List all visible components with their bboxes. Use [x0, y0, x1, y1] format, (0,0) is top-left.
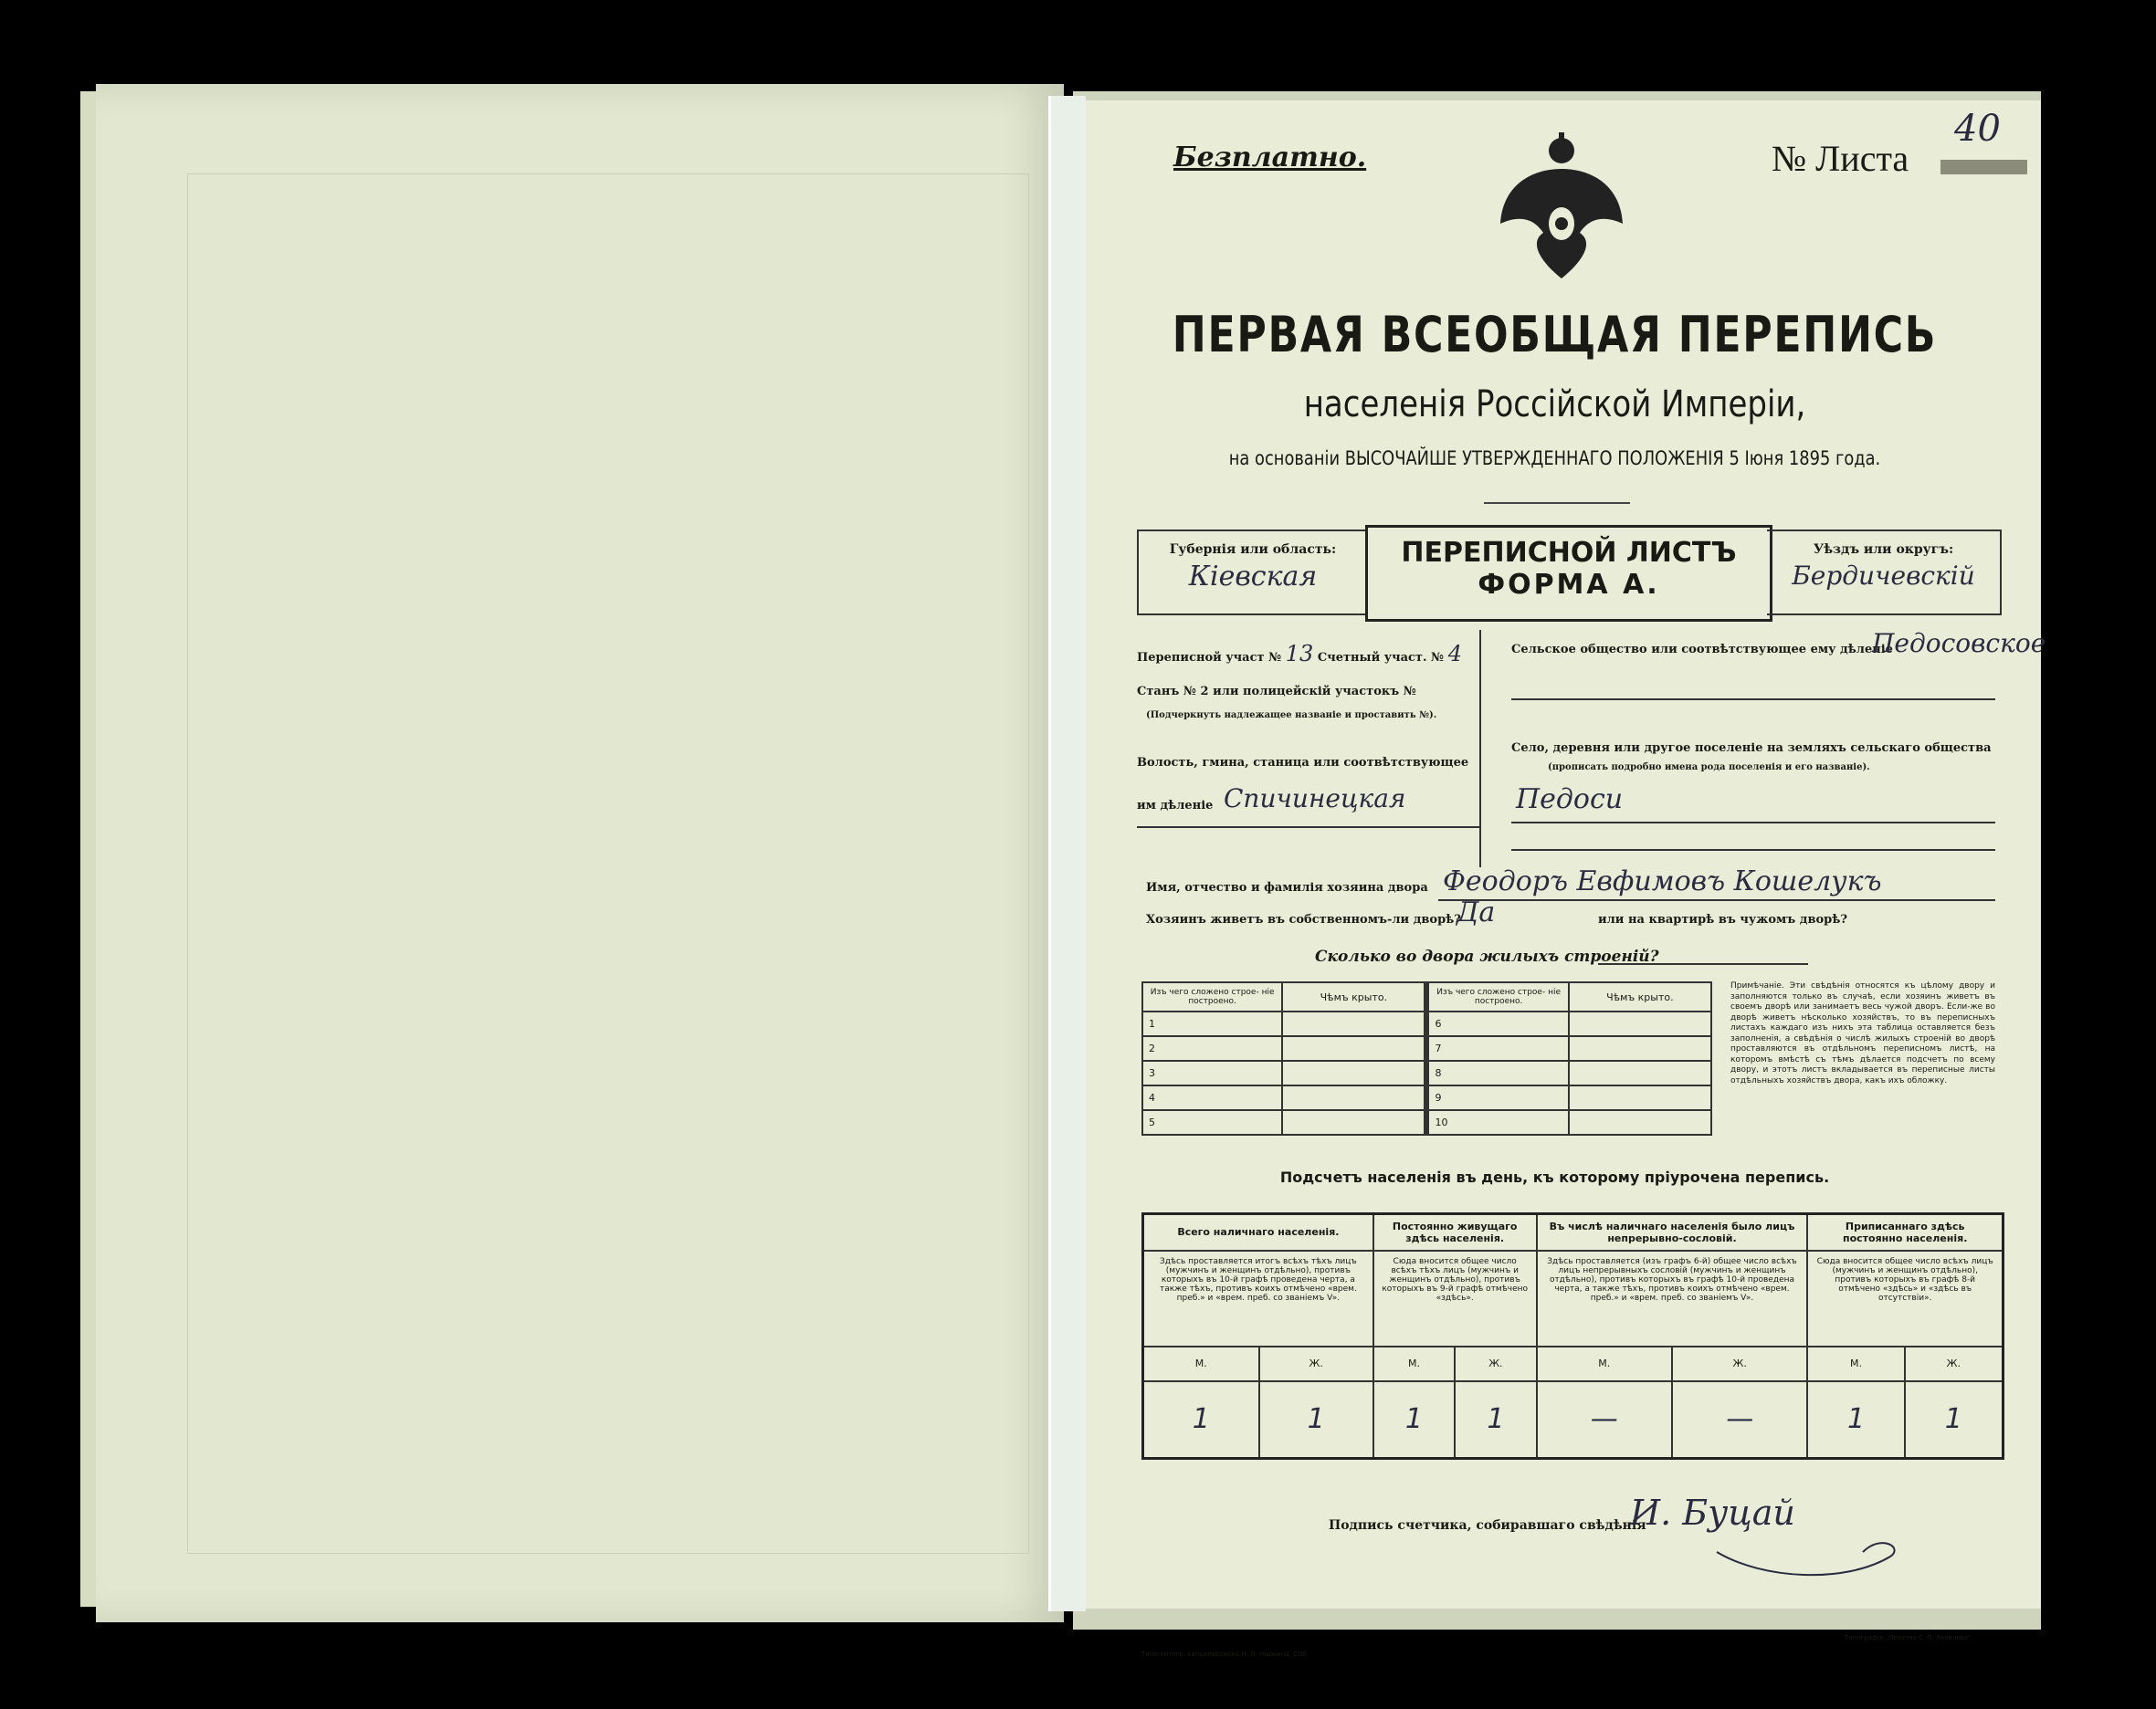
district-box — [1767, 529, 2002, 615]
buildings-col-material: Изъ чего сложено строе- ніе построено. — [1142, 982, 1282, 1012]
basis-line: на основаніи ВЫСОЧАЙШЕ УТВЕРЖДЕННАГО ПОЛОЖЕНІЯ 5 Іюня 1895 года. — [1228, 447, 1881, 469]
count-group-head: Постоянно живущаго здѣсь населенія. — [1373, 1214, 1537, 1251]
own-yard-label: Хозяинъ живетъ въ собственномъ-ли дворѣ? — [1146, 913, 1461, 927]
district-value: Бердичевскій — [1792, 561, 1975, 591]
form-sheet-title: ПЕРЕПИСНОЙ ЛИСТЪ — [1401, 537, 1737, 569]
camp-note: (Подчеркнуть надлежащее названіе и проставить №). — [1146, 710, 1437, 720]
printer-right: Типографія „Печатня С. П. Яковлева" — [1845, 1634, 1972, 1641]
buildings-col-roof-2: Чѣмъ крыто. — [1569, 982, 1711, 1012]
society-label: Сельское общество или соотвѣтствующее ему дѣленіе — [1511, 643, 1893, 656]
buildings-underline — [1598, 963, 1808, 965]
village-label: Село, деревня или другое поселеніе на земляхъ сельскаго общества — [1511, 741, 1992, 755]
sheet-number-label: № Листа — [1772, 138, 1909, 179]
own-yard-value: Да — [1457, 896, 1496, 928]
village-underline-2 — [1511, 849, 1995, 851]
village-value: Педоси — [1516, 783, 1624, 815]
village-note: (прописать подробно имена рода поселенія и его названіе). — [1548, 762, 1870, 772]
buildings-label: Сколько во двора жилыхъ строеній? — [1315, 948, 1659, 966]
volost-underline — [1137, 826, 1479, 828]
buildings-row-number: 1 — [1142, 1012, 1282, 1036]
buildings-row-number: 10 — [1426, 1110, 1568, 1135]
province-value: Кіевская — [1188, 561, 1318, 592]
society-underline — [1511, 698, 1995, 700]
form-title-box — [1365, 525, 1772, 622]
printer-left: Типо-литогр. канцелярскихъ Н. Л. Ныркина, СПб. — [1141, 1651, 1309, 1658]
buildings-row-number: 9 — [1426, 1085, 1568, 1110]
buildings-row-number: 5 — [1142, 1110, 1282, 1135]
buildings-table — [1141, 981, 1712, 1136]
owner-underline — [1438, 899, 1995, 901]
province-box — [1137, 529, 1367, 615]
village-underline — [1511, 822, 1995, 823]
signature-flourish — [1708, 1525, 1909, 1588]
signature-value: И. Буцай — [1630, 1493, 1795, 1533]
ornament-divider — [1484, 502, 1630, 504]
count-group-head: Приписаннаго здѣсь постоянно населенія. — [1807, 1214, 2003, 1251]
owner-value: Феодоръ Евфимовъ Кошелукъ — [1443, 865, 1882, 897]
count-group-desc: Сюда вносится общее число всѣхъ лицъ (мужчинъ и женщинъ отдѣльно), противъ которыхъ въ графѣ 8-й отмѣчено «здѣсь» и «здѣсь въ отсутствіи». — [1807, 1251, 2003, 1347]
subtitle: населенія Россійской Имперіи, — [1303, 383, 1806, 425]
volost-value: Спичинецкая — [1224, 783, 1406, 813]
buildings-row-number: 6 — [1426, 1012, 1568, 1036]
rented-label: или на квартирѣ въ чужомъ дворѣ? — [1598, 913, 1847, 927]
book-gutter — [1048, 96, 1086, 1611]
col-female: Ж. — [1259, 1347, 1373, 1381]
free-label: Безплатно. — [1173, 142, 1367, 173]
count-group-head: Въ числѣ наличнаго населенія было лицъ непрерывно-сословій. — [1537, 1214, 1808, 1251]
note-text: Примѣчаніе. Эти свѣдѣнія относятся къ цѣлому двору и заполняются только въ случаѣ, если хозяинъ живетъ въ своемъ дворѣ или занимаетъ весь чужой дворъ. Если-же во дворѣ живетъ нѣсколько хозяйствъ, то въ переписныхъ листахъ каждаго изъ нихъ эта таблица оставляется безъ заполненія, а свѣдѣнія о числѣ жилыхъ строеній во дворѣ проставляются въ отдѣльномъ переписномъ листѣ, на которомъ вмѣстѣ съ тѣмъ дѣлается подсчетъ по всему двору, и этотъ листъ вкладывается въ переписные листы отдѣльныхъ хозяйствъ двора, какъ ихъ обложку. — [1730, 981, 1995, 1085]
count-group-head: Всего наличнаго населенія. — [1143, 1214, 1373, 1251]
sheet-number-value: 40 — [1954, 108, 2001, 150]
count-group-desc: Сюда вносится общее число всѣхъ тѣхъ лицъ (мужчинъ и женщинъ отдѣльно), противъ которыхъ въ 9-й графѣ отмѣчено «здѣсь». — [1373, 1251, 1537, 1347]
count-value: 1 — [1373, 1381, 1455, 1459]
buildings-row-number: 7 — [1426, 1036, 1568, 1061]
col-male: М. — [1373, 1347, 1455, 1381]
sheet-number-strikeout — [1940, 160, 2027, 174]
field-column-divider — [1479, 630, 1481, 867]
buildings-row-number: 3 — [1142, 1061, 1282, 1085]
owner-label: Имя, отчество и фамилія хозяина двора — [1146, 881, 1428, 895]
right-page — [1068, 100, 2046, 1658]
imperial-eagle-emblem — [1493, 132, 1630, 283]
main-title: ПЕРВАЯ ВСЕОБЩАЯ ПЕРЕПИСЬ — [1172, 306, 1938, 363]
count-value: — — [1672, 1381, 1807, 1459]
volost-label: Волость, гмина, станица или соотвѣтствующее — [1137, 756, 1469, 770]
volost-label-2: им дѣленіе — [1137, 799, 1214, 813]
col-female: Ж. — [1672, 1347, 1807, 1381]
district-label: Уѣздъ или округъ: — [1813, 542, 1954, 557]
left-page-bleed-through — [187, 173, 1029, 1554]
province-label: Губернія или область: — [1169, 542, 1337, 557]
count-value: — — [1537, 1381, 1672, 1459]
census-area-field: Переписной участ № 13 Счетный участ. № 4 — [1137, 641, 1462, 666]
buildings-row-number: 2 — [1142, 1036, 1282, 1061]
count-value: 1 — [1807, 1381, 1904, 1459]
population-count-table — [1141, 1212, 2004, 1460]
col-female: Ж. — [1905, 1347, 2004, 1381]
count-value: 1 — [1143, 1381, 1259, 1459]
buildings-row-number: 4 — [1142, 1085, 1282, 1110]
buildings-row-number: 8 — [1426, 1061, 1568, 1085]
col-male: М. — [1537, 1347, 1672, 1381]
col-female: Ж. — [1455, 1347, 1536, 1381]
count-value: 1 — [1905, 1381, 2004, 1459]
society-value: Педосовское — [1872, 628, 2046, 658]
count-value: 1 — [1455, 1381, 1536, 1459]
count-title: Подсчетъ населенія въ день, къ которому пріурочена перепись. — [1279, 1169, 1830, 1186]
form-name: ФОРМА А. — [1478, 569, 1660, 601]
count-group-desc: Здѣсь проставляется итогъ всѣхъ тѣхъ лицъ (мужчинъ и женщинъ отдѣльно), противъ которыхъ въ 10-й графѣ проведена черта, а также тѣхъ, противъ коихъ отмѣчено «врем. преб.» и «врем. преб. со званіемъ V». — [1143, 1251, 1373, 1347]
buildings-col-material-2: Изъ чего сложено строе- ніе построено. — [1426, 982, 1568, 1012]
count-group-desc: Здѣсь проставляется (изъ графъ 6-й) общее число всѣхъ лицъ непрерывныхъ сословій (мужчинъ и женщинъ отдѣльно), противъ которыхъ въ графѣ 10-й проведена черта, а также тѣхъ, противъ коихъ отмѣчено «врем. преб.» и «врем. преб. со званіемъ V». — [1537, 1251, 1808, 1347]
buildings-col-roof: Чѣмъ крыто. — [1282, 982, 1426, 1012]
col-male: М. — [1807, 1347, 1904, 1381]
signature-label: Подпись счетчика, собиравшаго свѣдѣнія — [1329, 1518, 1646, 1533]
camp-field: Станъ № 2 или полицейскій участокъ № — [1137, 685, 1416, 698]
col-male: М. — [1143, 1347, 1259, 1381]
count-value: 1 — [1259, 1381, 1373, 1459]
